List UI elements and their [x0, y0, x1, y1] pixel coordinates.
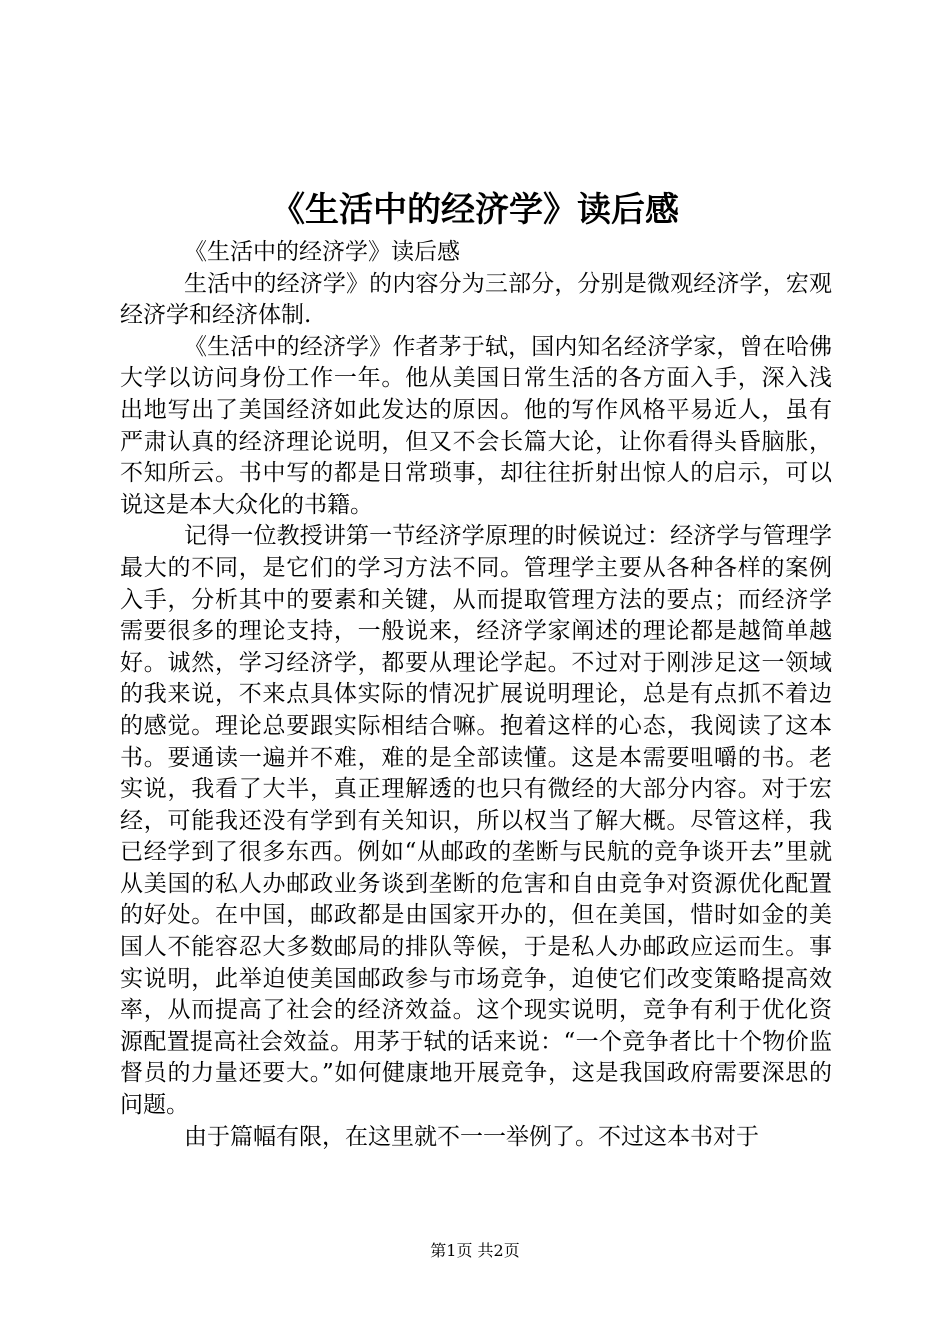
paragraph: 记得一位教授讲第一节经济学原理的时候说过：经济学与管理学最大的不同，是它们的学习方法不同。管理学主要从各种各样的案例入手，分析其中的要素和关键，从而提取管理方法的要点；而经济学需要很多的理论支持，一般说来，经济学家阐述的理论都是越简单越好。诚然，学习经济学，都要从理论学起。不过对于刚涉足这一领域的我来说，不来点具体实际的情况扩展说明理论，总是有点抓不着边的感觉。理论总要跟实际相结合嘛。抱着这样的心态，我阅读了这本书。要通读一遍并不难，难的是全部读懂。这是本需要咀嚼的书。老实说，我看了大半，真正理解透的也只有微经的大部分内容。对于宏经，可能我还没有学到有关知识，所以权当了解大概。尽管这样，我已经学到了很多东西。例如“从邮政的垄断与民航的竞争谈开去”里就从美国的私人办邮政业务谈到垄断的危害和自由竞争对资源优化配置的好处。在中国，邮政都是由国家开办的，但在美国，惜时如金的美国人不能容忍大多数邮局的排队等候，于是私人办邮政应运而生。事实说明，此举迫使美国邮政参与市场竞争，迫使它们改变策略提高效率，从而提高了社会的经济效益。这个现实说明，竞争有利于优化资源配置提高社会效益。用茅于轼的话来说：“一个竞争者比十个物价监督员的力量还要大。”如何健康地开展竞争，这是我国政府需要深思的问题。: [120, 523, 832, 1119]
paragraph: 生活中的经济学》的内容分为三部分，分别是微观经济学，宏观经济学和经济体制.: [120, 270, 832, 329]
paragraph: 《生活中的经济学》读后感: [184, 239, 460, 265]
document-body: [120, 237, 832, 1153]
page-footer: 第1页 共2页: [430, 1241, 520, 1260]
document-title: 《生活中的经济学》读后感: [271, 190, 679, 230]
paragraph: 由于篇幅有限，在这里就不一一举例了。不过这本书对于: [184, 1123, 759, 1150]
paragraph: 《生活中的经济学》作者茅于轼，国内知名经济学家，曾在哈佛大学以访问身份工作一年。他从美国日常生活的各方面入手，深入浅出地写出了美国经济如此发达的原因。他的写作风格平易近人，虽有严肃认真的经济理论说明，但又不会长篇大论，让你看得头昏脑胀，不知所云。书中写的都是日常琐事，却往往折射出惊人的启示，可以说这是本大众化的书籍。: [120, 333, 832, 518]
